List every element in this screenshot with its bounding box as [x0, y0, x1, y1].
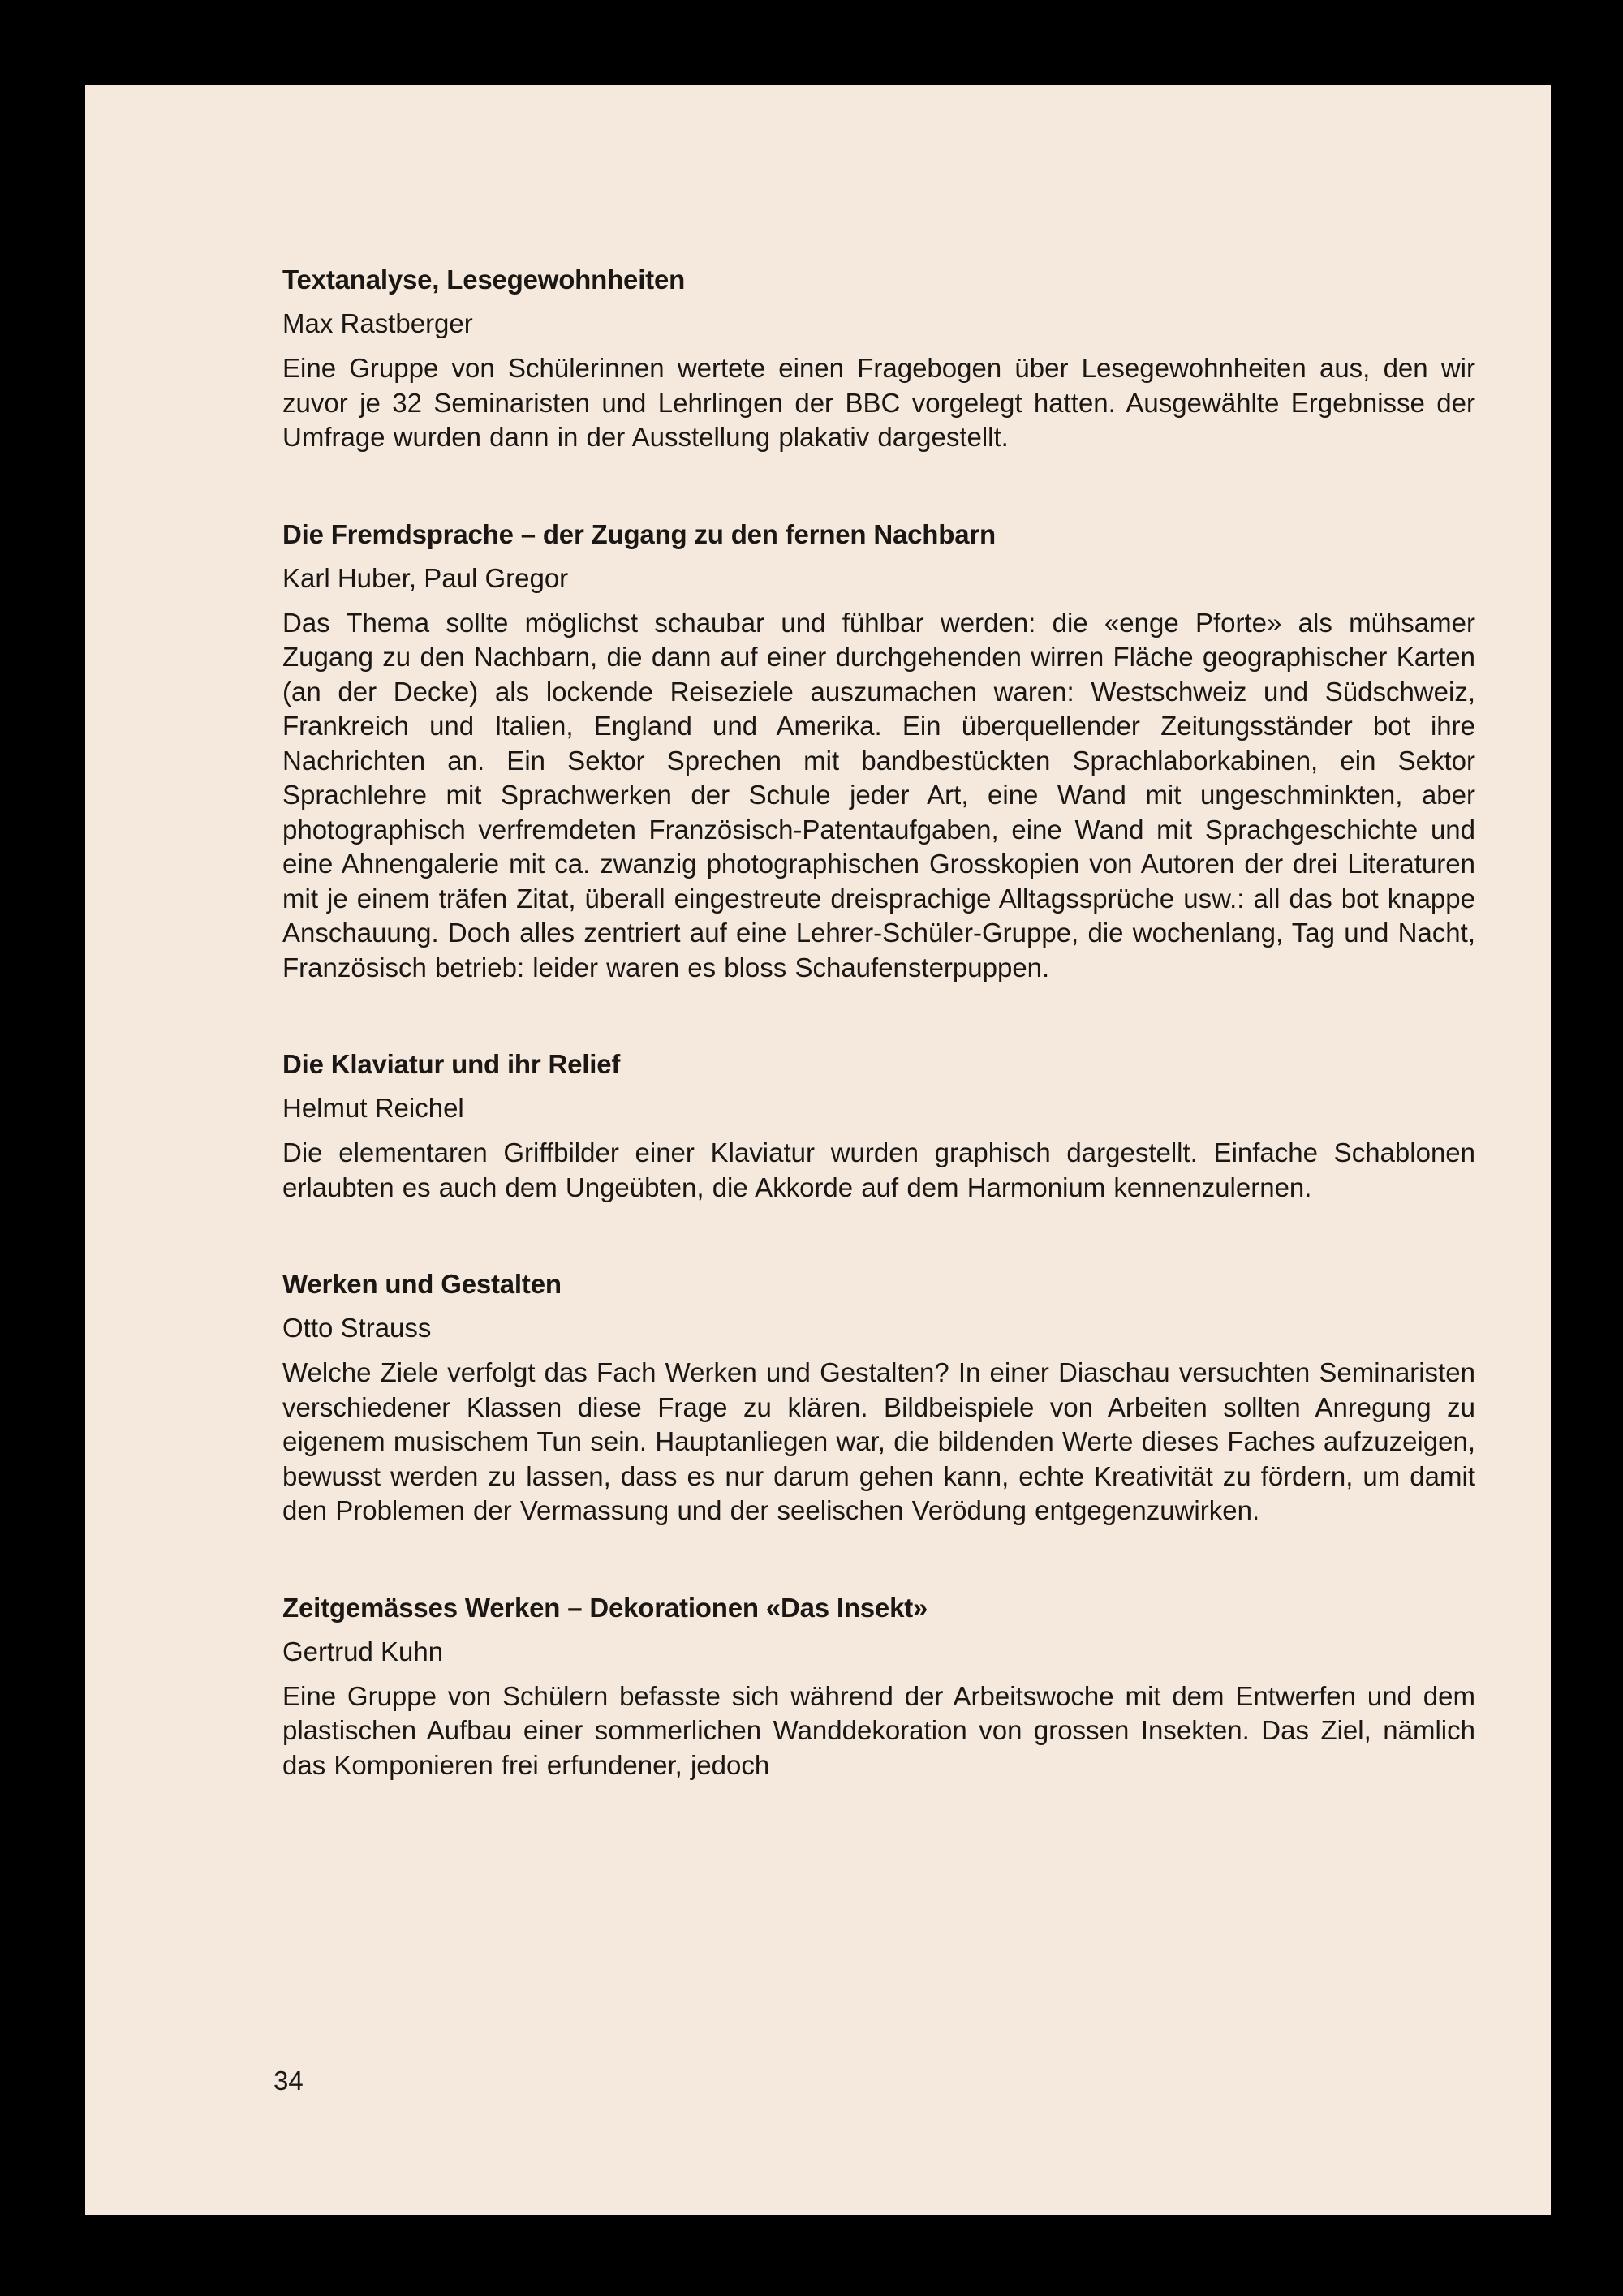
section-heading: Die Klaviatur und ihr Relief	[282, 1049, 621, 1079]
page-number: 34	[273, 2066, 304, 2096]
section-werken	[282, 1266, 1475, 1529]
section-author: Max Rastberger	[282, 308, 473, 338]
section-heading: Zeitgemässes Werken – Dekorationen «Das Insekt»	[282, 1592, 928, 1623]
section-author: Karl Huber, Paul Gregor	[282, 562, 569, 593]
page-content	[282, 262, 1475, 1844]
section-textanalyse	[282, 262, 1475, 455]
section-body: Eine Gruppe von Schülerinnen wertete einen Fragebogen über Lesegewohnheiten aus, den wir zuvor je 32 Seminaristen und Lehrlingen der BBC vorgelegt hatten. Ausgewählte Ergebnisse der Umfrage wurden dann in der Ausstellung plakativ dargestellt.	[282, 353, 1475, 452]
section-fremdsprache	[282, 517, 1475, 986]
section-author: Otto Strauss	[282, 1313, 432, 1343]
section-heading: Textanalyse, Lesegewohnheiten	[282, 264, 686, 295]
section-body: Eine Gruppe von Schülern befasste sich während der Arbeitswoche mit dem Entwerfen und dem plastischen Aufbau einer sommerlichen Wanddekoration von grossen Insekten. Das Ziel, nämlich das Komponieren frei erfundener, jedoch	[282, 1680, 1475, 1780]
section-body: Die elementaren Griffbilder einer Klaviatur wurden graphisch dargestellt. Einfache Schablonen erlaubten es auch dem Ungeübten, die Akkorde auf dem Harmonium kennenzulernen.	[282, 1137, 1475, 1202]
section-body: Das Thema sollte möglichst schaubar und fühlbar werden: die «enge Pforte» als mühsamer Zugang zu den Nachbarn, die dann auf einer durchgehenden wirren Fläche geographischer Karten (an der Decke) als lockende Reiseziele auszumachen waren: Westschweiz und Südschweiz, Frankreich und Italien, England und Amerika. Ein überquellender Zeitungsständer bot ihre Nachrichten an. Ein Sektor Sprechen mit bandbestückten Sprachlaborkabinen, ein Sektor Sprachlehre mit Sprachwerken der Schule jeder Art, eine Wand mit ungeschminkten, aber photographisch verfremdeten Französisch-Patentaufgaben, eine Wand mit Sprachgeschichte und eine Ahnengalerie mit ca. zwanzig photographischen Grosskopien von Autoren der drei Literaturen mit je einem träfen Zitat, überall eingestreute dreisprachige Alltagssprüche usw.: all das bot knappe Anschauung. Doch alles zentriert auf eine Lehrer-Schüler-Gruppe, die wochenlang, Tag und Nacht, Französisch betrieb: leider waren es bloss Schaufensterpuppen.	[282, 607, 1475, 982]
section-author: Gertrud Kuhn	[282, 1636, 444, 1666]
section-heading: Die Fremdsprache – der Zugang zu den fernen Nachbarn	[282, 518, 996, 549]
document-page	[85, 85, 1551, 2215]
section-klaviatur	[282, 1047, 1475, 1205]
section-author: Helmut Reichel	[282, 1093, 464, 1123]
section-heading: Werken und Gestalten	[282, 1269, 562, 1299]
section-insekt	[282, 1590, 1475, 1783]
section-body: Welche Ziele verfolgt das Fach Werken und Gestalten? In einer Diaschau versuchten Seminaristen verschiedener Klassen diese Frage zu klären. Bildbeispiele von Arbeiten sollten Anregung zu eigenem musischem Tun sein. Hauptanliegen war, die bildenden Werte dieses Faches aufzuzeigen, bewusst werden zu lassen, dass es nur darum gehen kann, echte Kreativität zu fördern, um damit den Problemen der Vermassung und der seelischen Verödung entgegenzuwirken.	[282, 1357, 1475, 1525]
